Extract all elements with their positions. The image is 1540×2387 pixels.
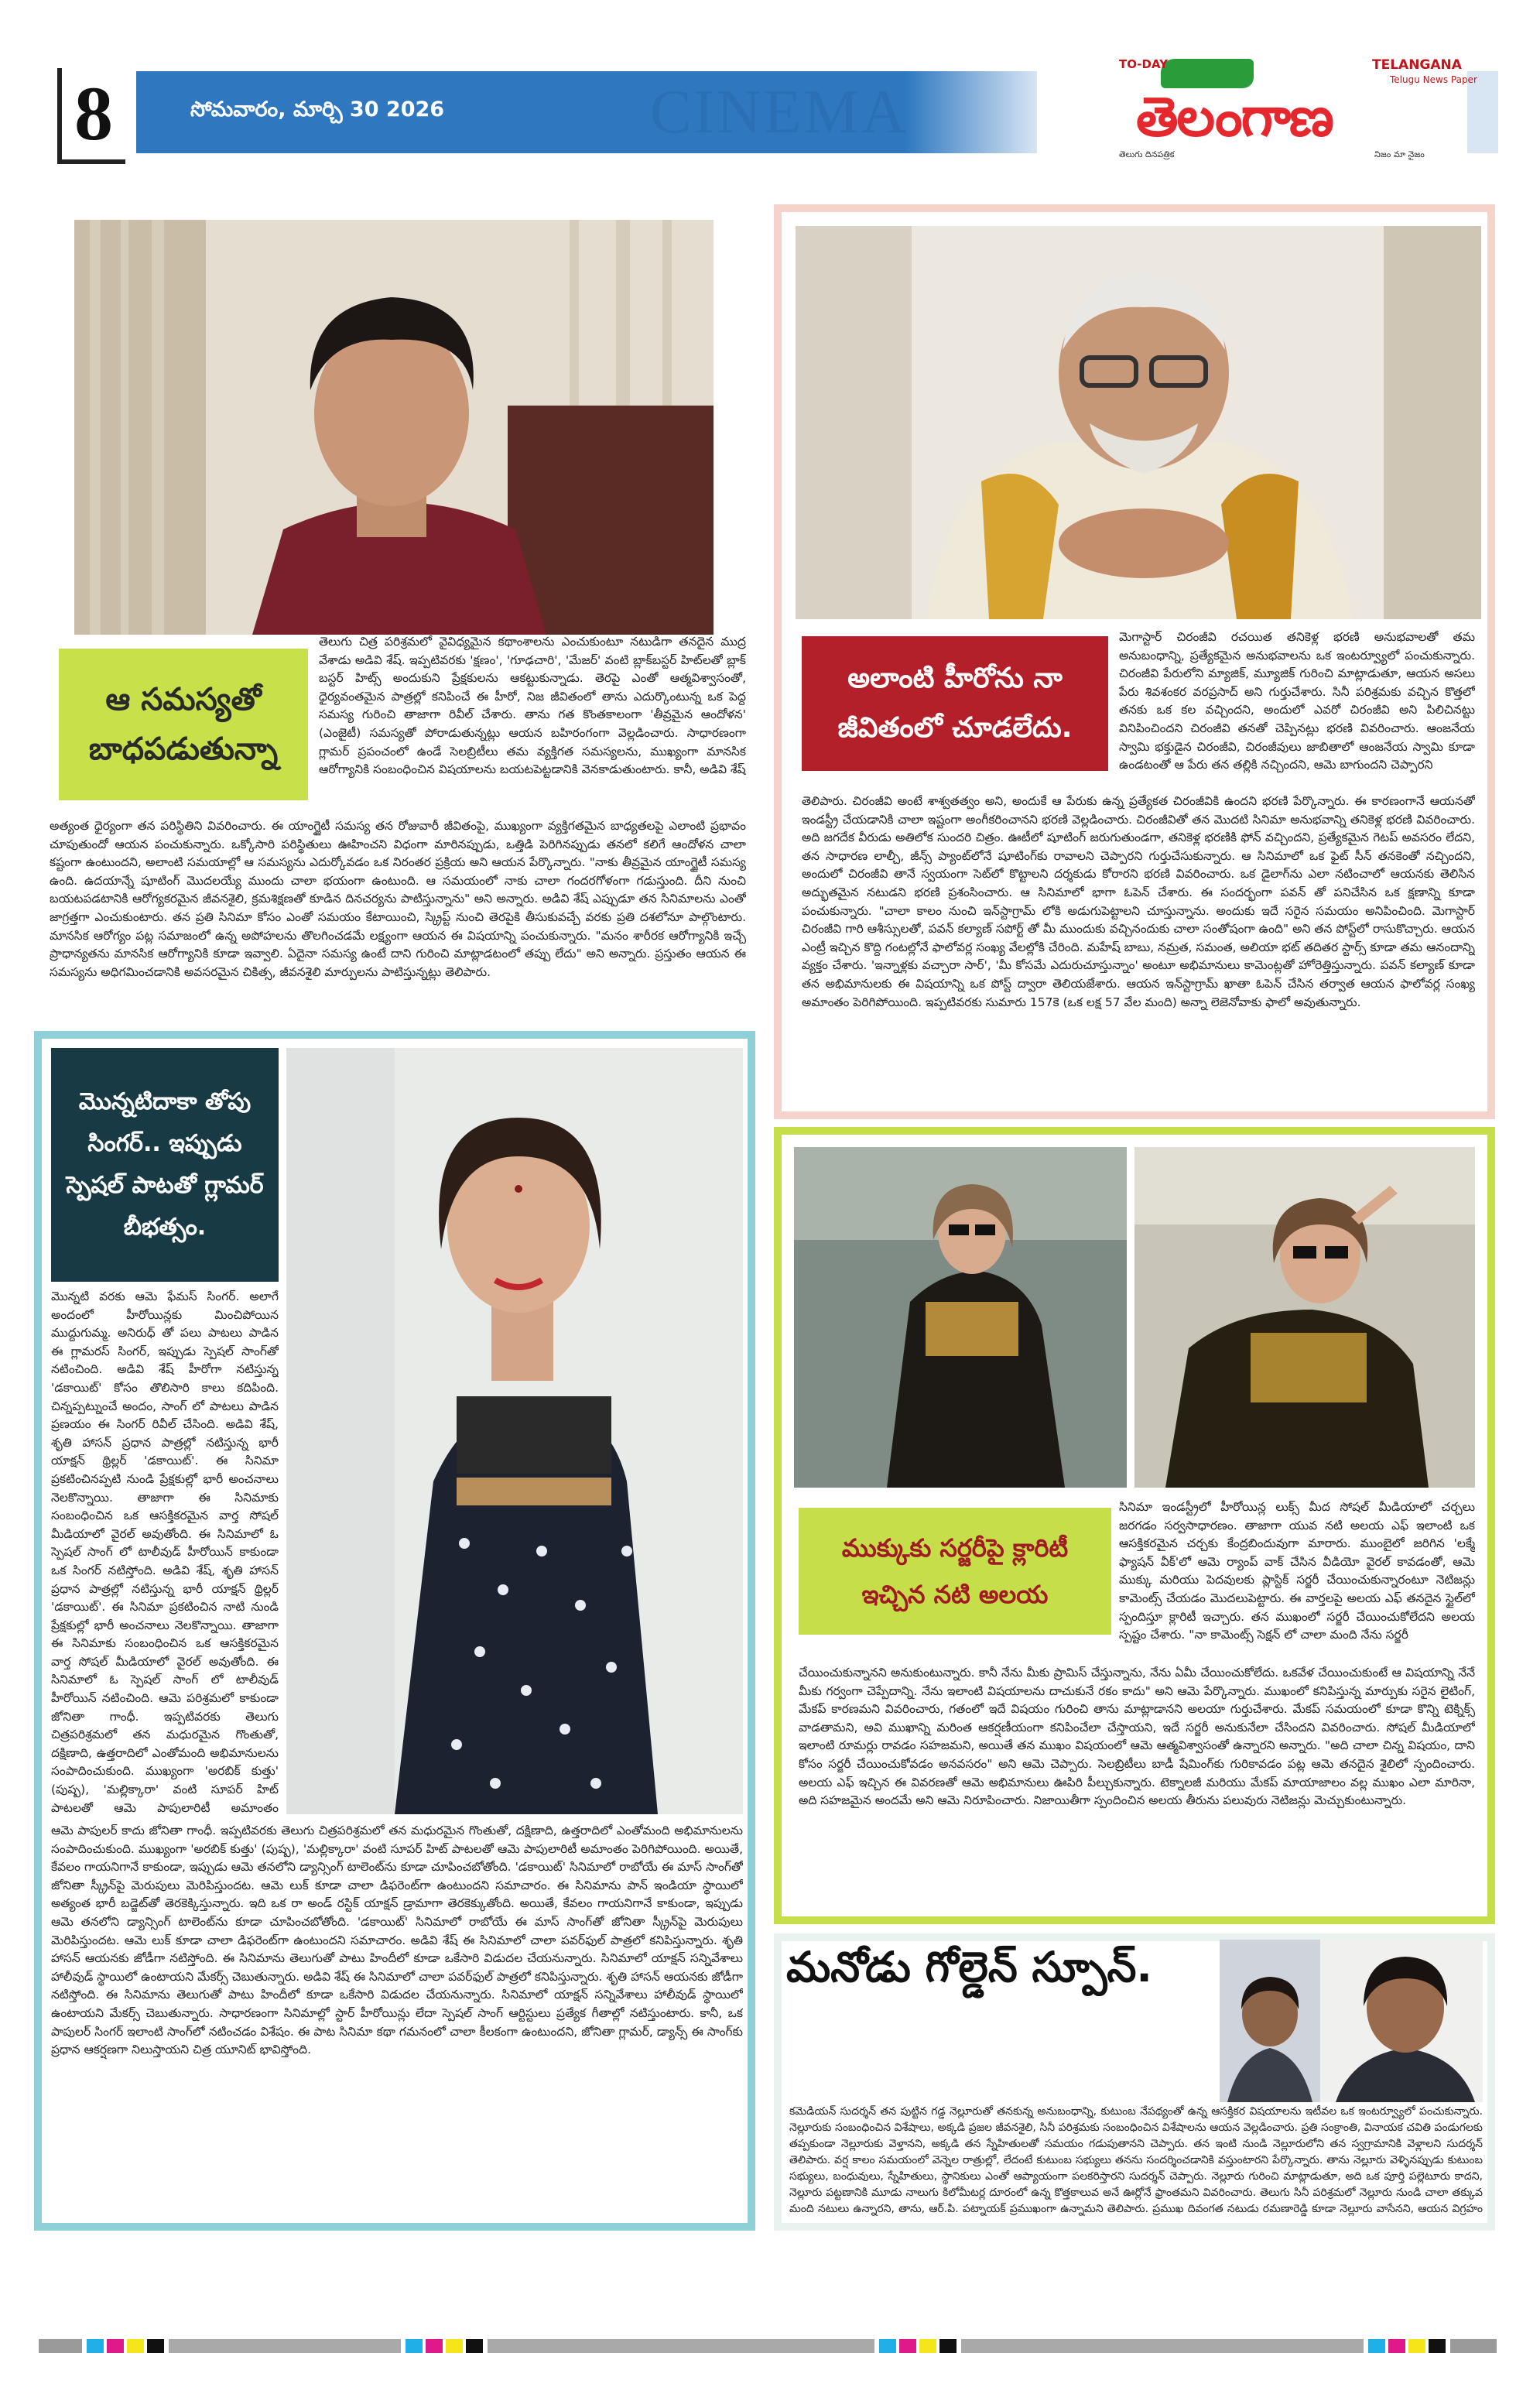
logo-tagline-left: తెలుగు దినపత్రిక bbox=[1119, 149, 1175, 159]
strip-cyan2 bbox=[406, 2339, 423, 2353]
strip-yellow2 bbox=[446, 2339, 463, 2353]
strip-grey bbox=[39, 2339, 82, 2353]
article4-intro: సినిమా ఇండస్ట్రీలో హీరోయిన్ల లుక్స్ మీద సోషల్ మీడియాలో చర్చలు జరగడం సర్వసాధారణం. తాజాగా యువ నటి అలయ ఎఫ్ ఇలాంటి ఒక ఆసక్తికరమైన చర్చకు కేంద్రబిందువుగా మారారు. ముంబైలో జరిగిన 'లక్మే ఫ్యాషన్ వీక్'లో ఆమె ర్యాంప్ వాక్ చేసిన వీడియో వైరల్ కావడంతో, ఆమె ముక్కు మరియు పెదవులకు ప్లాస్టిక్ సర్జరీ చేయించుకున్నారంటూ నెటిజన్లు కామెంట్స్ చేయడం మొదలుపెట్టారు. ఈ వార్తలపై అలయ ఎఫ్ తనదైన స్టైల్‌లో స్పందిస్తూ క్లారిటీ ఇచ్చారు. తన ముఖంలో సర్జరీ చేయించుకోలేదని అలయ స్పష్టం చేశారు. "నా కామెంట్స్ సెక్షన్ లో చాలా మంది నేను సర్జరీ bbox=[1119, 1500, 1475, 1642]
article2-headline-box bbox=[802, 636, 1108, 771]
article3-body: ఆమె పాపులర్ కాదు జోనితా గాంధీ. ఇప్పటివరకు తెలుగు చిత్రపరిశ్రమలో తన మధురమైన గొంతుతో, దక్షిణాది, ఉత్తరాదిలో ఎంతోమంది అభిమానులను సంపాదించుకుంది. ముఖ్యంగా 'అరబిక్ కుత్తు' (పుష్ప), 'మల్లిక్కారా' వంటి సూపర్ హిట్ పాటలతో ఆమె పాపులారిటీ అమాంతం పెరిగిపోయింది. అయితే, కేవలం గాయనిగానే కాకుండా, ఇప్పుడు ఆమె తనలోని డ్యాన్సింగ్ టాలెంట్‌ను కూడా చూపించబోతోంది. 'డకాయిట్' సినిమాలో రాబోయే ఈ మాస్ సాంగ్‌తో జోనితా స్క్రీన్‌పై మెరుపులు మెరిపిస్తుందట. ఆమె లుక్ కూడా చాలా డిఫరెంట్‌గా ఉంటుందని సమాచారం. ఈ సినిమాను పాన్ ఇండియా స్థాయిలో అత్యంత భారీ బడ్జెట్‌తో తెరకెక్కిస్తున్నారు. ఇది ఒక రా అండ్ రస్టిక్ యాక్షన్ డ్రామాగా తెరకెక్కుతోంది. అయితే, కేవలం గాయనిగానే కాకుండా, ఇప్పుడు ఆమె తనలోని డ్యాన్సింగ్ టాలెంట్‌ను కూడా చూపించబోతోంది. 'డకాయిట్' సినిమాలో రాబోయే ఈ మాస్ సాంగ్‌తో జోనితా స్క్రీన్‌పై మెరుపులు మెరిపిస్తుందట. ఆమె లుక్ కూడా చాలా డిఫరెంట్‌గా ఉంటుందని సమాచారం. అడివి శేష్ ఈ సినిమాలో చాలా పవర్‌ఫుల్ పాత్రలో కనిపిస్తున్నారు. శృతి హాసన్ ఆయనకు జోడీగా నటిస్తోంది. ఈ సినిమాను తెలుగుతో పాటు హిందీలో కూడా ఒకేసారి విడుదల చేయనున్నారు. సినిమాలో యాక్షన్ సన్నివేశాలు హాలీవుడ్ స్థాయిలో ఉంటాయని మేకర్స్ చెబుతున్నారు. అడివి శేష్ ఈ సినిమాలో చాలా పవర్‌ఫుల్ పాత్రలో కనిపిస్తున్నారు. శృతి హాసన్ ఆయనకు జోడీగా నటిస్తోంది. ఈ సినిమాను తెలుగుతో పాటు హిందీలో కూడా ఒకేసారి విడుదల చేయనున్నారు. సినిమాలో యాక్షన్ సన్నివేశాలు హాలీవుడ్ స్థాయిలో ఉంటాయని మేకర్స్ చెబుతున్నారు. సాధారణంగా సినిమాల్లో స్టార్ హీరోయిన్లు లేదా స్పెషల్ సాంగ్ ఆర్టిస్టులు ప్రత్యేక గీతాల్లో నటిస్తుంటారు. కానీ, ఒక పాపులర్ సింగర్ ఇలాంటి సాంగ్‌లో నటించడం విశేషం. ఈ పాట సినిమా కథా గమనంలో చాలా కీలకంగా ఉంటుందని, జోనితా గ్లామర్, డ్యాన్స్ ఈ సాంగ్‌కు ప్రధాన ఆకర్షణగా నిలుస్తాయని చిత్ర యూనిట్ భావిస్తోంది. bbox=[51, 1824, 743, 2057]
logo-wordmark: తెలంగాణ bbox=[1136, 85, 1333, 149]
page-number: 8 bbox=[57, 68, 125, 164]
article1-body: అత్యంత ధైర్యంగా తన పరిస్థితిని వివరించారు. ఈ యాంగ్జైటీ సమస్య తన రోజువారీ జీవితంపై, ముఖ్యంగా వ్యక్తిగతమైన బాధ్యతలపై ఎలాంటి ప్రభావం చూపుతుందో ఆయన పంచుకున్నారు. ఒక్కోసారి పరిస్థితులు ఊహించని విధంగా మారినప్పుడు, ఒత్తిడి పెరిగినప్పుడు తనలో కలిగే ఆందోళన చాలా కష్టంగా ఉంటుందని, అలాంటి సమయాల్లో ఆ సమస్యను ఎదుర్కోవడం ఒక నిరంతర ప్రక్రియ అని ఆయన పేర్కొన్నారు. "నాకు తీవ్రమైన యాంగ్జైటీ సమస్య ఉంది. ఉదయాన్నే షూటింగ్ మొదలయ్యే ముందు చాలా భయంగా ఉంటుంది. ఆ సమయంలో నాకు చాలా గందరగోళంగా గడుస్తుంది. దీని నుంచి బయటపడటానికి ఆరోగ్యకరమైన జీవనశైలి, క్రమశిక్షణతో కూడిన దినచర్యను పాటిస్తున్నాను" అని అన్నారు. అడివి శేష్ ఎప్పుడూ తన సినిమాలను ఎంతో జాగ్రత్తగా ఎంచుకుంటారు. తన ప్రతి సినిమా కోసం ఎంతో సమయం కేటాయించి, స్క్రిప్ట్ నుంచి తెరపైకి తీసుకువచ్చే వరకు ప్రతి దశలోనూ పాల్గొంటారు. మానసిక ఆరోగ్యం పట్ల సమాజంలో ఉన్న అపోహలను తొలగించడమే లక్ష్యంగా ఆయన ఈ విషయాన్ని పంచుకున్నారు. "మనం శారీరక ఆరోగ్యానికి ఇచ్చే ప్రాధాన్యతను మానసిక ఆరోగ్యానికి కూడా ఇవ్వాలి. ఏదైనా సమస్య ఉంటే దాని గురించి మాట్లాడటంలో తప్పు లేదు" అని అన్నారు. ప్రస్తుతం ఆయన ఈ సమస్యను అధిగమించడానికి అవసరమైన చికిత్స, జీవనశైలి మార్పులను పాటిస్తున్నట్లు తెలిపారు. bbox=[50, 819, 746, 979]
article4-headline: ముక్కుకు సర్జరీపై క్లారిటీ ఇచ్చిన నటి అలయ bbox=[841, 1533, 1069, 1609]
actress-photo-left bbox=[794, 1147, 1127, 1488]
article1-intro: తెలుగు చిత్ర పరిశ్రమలో వైవిధ్యమైన కథాంశాలను ఎంచుకుంటూ నటుడిగా తనదైన ముద్ర వేశాడు అడివి శేష్. ఇప్పటివరకు 'క్షణం', 'గూఢచారి', 'మేజర్' వంటి బ్లాక్‌బస్టర్ హిట్‌లతో బ్లాక్ బస్టర్ హిట్స్ అందుకుని ప్రేక్షకులను ఆకట్టుకున్నాడు. తెరపై ఎంతో ఆత్మవిశ్వాసంతో, ధైర్యవంతమైన పాత్రల్లో కనిపించే ఈ హీరో, నిజ జీవితంలో తాను ఎదుర్కొంటున్న ఒక పెద్ద సమస్య గురించి తాజాగా రివీల్ చేశారు. తాను గత కొంతకాలంగా 'తీవ్రమైన ఆందోళన' (ఎంజైటీ) సమస్యతో పోరాడుతున్నట్లు ఆయన బహిరంగంగా వెల్లడించారు. సాధారణంగా గ్లామర్ ప్రపంచంలో ఉండే సెలబ్రిటీలు తమ వ్యక్తిగత సమస్యలను, ముఖ్యంగా మానసిక ఆరోగ్యానికి సంబంధించిన విషయాలను బయటపెట్టడానికి వెనకాడుతుంటారు. కానీ, అడివి శేష్ bbox=[319, 635, 746, 777]
article5-headline: మనోడు గోల్డెన్ స్పూన్. bbox=[786, 1943, 1152, 1991]
writer-photo bbox=[796, 226, 1481, 619]
strip-black3 bbox=[939, 2339, 957, 2353]
logo-subtitle: Telugu News Paper bbox=[1390, 74, 1477, 85]
strip-grey5 bbox=[1450, 2339, 1497, 2353]
strip-magenta bbox=[107, 2339, 124, 2353]
article4-body: చేయించుకున్నానని అనుకుంటున్నారు. కానీ నేను మీకు ప్రామిస్ చేస్తున్నాను, నేను ఏమీ చేయించుకోలేదు. ఒకవేళ చేయించుకుంటే ఆ విషయాన్ని నేనే మీకు గర్వంగా చెప్పేదాన్ని. నేను ఇలాంటి విషయాలను దాచుకునే రకం కాదు" అని ఆమె పేర్కొన్నారు. ముఖంలో కనిపిస్తున్న మార్పుకు సరైన లైటింగ్, మేకప్ కారణమని వివరించారు, గతంలో ఇదే విషయం గురించి తాను మాట్లాడానని అలయా గుర్తుచేశారు. మేకప్ సమయంలో కూడా కొన్ని టెక్నిక్స్ వాడతామని, అవి ముఖాన్ని మరింత ఆకర్షణీయంగా కనిపించేలా చేస్తాయని, ఇదే సర్జరీ అనుకునేలా చేసిందని వివరించారు. సోషల్ మీడియాలో ఇలాంటి రూమర్లు రావడం సహజమని, అయితే తన ముఖం విషయంలో ఆమె ఆత్మవిశ్వాసంతో ఉన్నారని అన్నారు. "అది చాలా చిన్న విషయం, దాని కోసం సర్జరీ చేయించుకోవడం అనవసరం" అని ఆమె చెప్పారు. సెలబ్రిటీలు బాడీ షేమింగ్‌కు గురికావడం పట్ల ఆమె తనదైన శైలిలో స్పందించారు. అలయ ఎఫ్ ఇచ్చిన ఈ వివరణతో ఆమె అభిమానులు ఊపిరి పీల్చుకున్నారు. టెక్నాలజీ మరియు మేకప్ మాయాజాలం వల్ల ముఖం ఎలా మారినా, అది సహజమైన అందమే అని ఆమె నిరూపించారు. నిజాయితీగా స్పందించిన అలయ తీరును పలువురు నెటిజన్లు మెచ్చుకుంటున్నారు. bbox=[799, 1666, 1475, 1808]
strip-black2 bbox=[466, 2339, 483, 2353]
logo-tagline-right: నిజం మా నైజం bbox=[1374, 149, 1425, 159]
strip-black4 bbox=[1429, 2339, 1446, 2353]
strip-yellow3 bbox=[919, 2339, 936, 2353]
article1-headline-box bbox=[59, 649, 308, 800]
strip-grey4 bbox=[961, 2339, 1364, 2353]
article2-headline: అలాంటి హీరోను నా జీవితంలో చూడలేదు. bbox=[837, 663, 1073, 744]
strip-grey2 bbox=[169, 2339, 401, 2353]
article3-left-column: మొన్నటి వరకు ఆమె ఫేమస్ సింగర్. అలాగే అందంలో హీరోయిన్లకు మించిపోయిన ముద్దుగుమ్మ. అనిరుధ్ తో పలు పాటలు పాడిన ఈ గ్లామరస్ సింగర్, ఇప్పుడు స్పెషల్ సాంగ్‌తో నటించింది. అడివి శేష్ హీరోగా నటిస్తున్న 'డకాయిట్' కోసం తొలిసారి కాలు కదిపింది. చిన్నప్పట్నుంచే అందం, సాంగ్ లో పాటలు పాడిన ప్రణయం ఈ సింగర్ రివీల్ చేసింది. అడివి శేష్, శృతి హాసన్ ప్రధాన పాత్రల్లో నటిస్తున్న భారీ యాక్షన్ థ్రిల్లర్ 'డకాయిట్'. ఈ సినిమా ప్రకటించినప్పటి నుండి ప్రేక్షకుల్లో భారీ అంచనాలు నెలకొన్నాయి. తాజాగా ఈ సినిమాకు సంబంధించిన ఒక ఆసక్తికరమైన వార్త సోషల్ మీడియాలో వైరల్ అవుతోంది. ఈ సినిమాలో ఓ స్పెషల్ సాంగ్ లో టాలీవుడ్ హీరోయిన్ కాకుండా ఒక సింగర్ నటిస్తోంది. అడివి శేష్, శృతి హాసన్ ప్రధాన పాత్రల్లో నటిస్తున్న భారీ యాక్షన్ థ్రిల్లర్ 'డకాయిట్'. ఈ సినిమా ప్రకటించిన నాటి నుండి ప్రేక్షకుల్లో భారీ అంచనాలు నెలకొన్నాయి. తాజాగా ఈ సినిమాకు సంబంధించిన ఒక ఆసక్తికరమైన వార్త సోషల్ మీడియాలో వైరల్ అవుతోంది. ఈ సినిమాలో ఓ స్పెషల్ సాంగ్ లో టాలీవుడ్ హీరోయిన్ నటించింది. ఆమె పరిశ్రమలో కాకుండా జోనితా గాంధీ. ఇప్పటివరకు తెలుగు చిత్రపరిశ్రమలో తన మధురమైన గొంతుతో, దక్షిణాది, ఉత్తరాదిలో ఎంతోమంది అభిమానులను సంపాదించుకుంది. ముఖ్యంగా 'అరబిక్ కుత్తు' (పుష్ప), 'మల్లిక్కారా' వంటి సూపర్ హిట్ పాటలతో ఆమె పాపులారిటీ అమాంతం bbox=[51, 1289, 279, 1815]
strip-magenta4 bbox=[1388, 2339, 1405, 2353]
state-map-icon bbox=[1161, 59, 1254, 88]
article2-body: తెలిపారు. చిరంజీవి అంటే శాశ్వతత్వం అని, అందుకే ఆ పేరుకు ఉన్న ప్రత్యేకత చిరంజీవికి ఉందని భరణి పేర్కొన్నారు. ఈ కారణంగానే ఆయనతో ఇండస్ట్రీ చేయడానికి చాలా ఇష్టంగా అంగీకరించానని భరణి వెల్లడించారు. చిరంజీవితో తన మొదటి సినిమా అనుభవాన్ని తనికెళ్ల భరణి వివరించారు. అది జగదేక వీరుడు అతిలోక సుందరి చిత్రం. ఊటీలో షూటింగ్ జరుగుతుండగా, తనికెళ్ల భరణికి ఫోన్ వచ్చిందని, ప్రత్యేకమైన గెటప్ అవసరం లేదని, తన సాధారణ లాల్చీ, జీన్స్ ప్యాంట్‌లోనే షూటింగ్‌కు రావాలని చెప్పారని గుర్తుచేసుకున్నారు. ఆ సినిమాలో ఒక ఫైట్ సీన్ తనకెంతో నచ్చిందని, అందులో చిరంజీవి తానే స్వయంగా సెట్‌లో కొట్టాలని దర్శకుడు కోరారని భరణి వివరించారు. ఒక డైలాగ్‌ను ఎలా నటించాలో ఆయనకు తెలిసిన అద్భుతమైన నటుడని భరణి ప్రశంసించారు. ఆ సినిమాలో భాగా ఓపెన్ చేశారు. ఈ సందర్భంగా పవన్ తో పనిచేసిన ఒక క్షణాన్ని కూడా పంచుకున్నారు. "చాలా కాలం నుంచి ఇన్‌స్టాగ్రామ్ లోకి అడుగుపెట్టాలని చూస్తున్నాను. అందుకు ఇదే సరైన సమయం అనిపించింది. మెగాస్టార్ చిరంజీవి గారి ఆశీస్సులతో, పవన్ కల్యాణ్ సపోర్ట్ తో మీ ముందుకు వచ్చినందుకు చాలా సంతోషంగా ఉంది" అని తన పోస్ట్‌లో రాసుకొచ్చారు. ఆయన ఎంట్రీ ఇచ్చిన కొద్ది గంటల్లోనే ఫాలోవర్ల సంఖ్య వేలల్లోకి చేరింది. మహేష్ బాబు, నమ్రత, సమంత, అలియా భట్ తదితర స్టార్స్ కూడా తమ ఆనందాన్ని వ్యక్తం చేశారు. 'ఇన్నాళ్లకు వచ్చారా సార్', 'మీ కోసమే ఎదురుచూస్తున్నాం' అంటూ అభిమానులు కామెంట్లతో హోరెత్తిస్తున్నారు. పవన్ కల్యాణ్ కూడా తన అభిమానులకు ఈ విషయాన్ని ఒక పోస్ట్ ద్వారా తెలియజేశారు. ఆయన ఇన్‌స్టాగ్రామ్ ఖాతా ఓపెన్ చేసిన తర్వాత ఆయన ఫాలోవర్ల సంఖ్య అమాంతం పెరిగిపోయింది. ఇప్పటివరకు సుమారు 157కె (ఒక లక్ష 57 వేల మంది) అన్నా లెజెనోవాకు ఫాలో అవుతున్నారు. bbox=[802, 794, 1475, 1009]
strip-cyan4 bbox=[1368, 2339, 1385, 2353]
strip-grey3 bbox=[488, 2339, 874, 2353]
article3-headline-box bbox=[51, 1048, 279, 1282]
strip-cyan bbox=[87, 2339, 104, 2353]
article2-intro: మెగాస్టార్ చిరంజీవి రచయిత తనికెళ్ల భరణి అనుభవాలతో తమ అనుబంధాన్ని, ప్రత్యేకమైన అనుభవాలను ఒక ఇంటర్వ్యూలో పంచుకున్నారు. చిరంజీవి పేరులోని మ్యాజిక్, మ్యూజిక్ గురించి మాట్లాడుతూ, ఆయన అసలు పేరు శివశంకర వరప్రసాద్ అని గుర్తుచేశారు. సినీ పరిశ్రమకు వచ్చిన కొత్తలో తనకు ఒక కల వచ్చిందని, అందులో ఎవరో చిరంజీవి అని పిలిచినట్టు వినిపించిందని చిరంజీవి తనతో చెప్పినట్లు భరణి వివరించారు. ఆంజనేయ స్వామి భక్తుడైన చిరంజీవి, చిరంజీవులు జాబితాలో ఆంజనేయ స్వామి కూడా ఉండటంతో ఆ పేరు తన తల్లికి నచ్చిందని, ఆమె బాగుందని చెప్పారని bbox=[1119, 630, 1475, 772]
strip-black bbox=[147, 2339, 164, 2353]
strip-magenta3 bbox=[899, 2339, 916, 2353]
logo-telangana: TELANGANA bbox=[1372, 57, 1462, 73]
article4-headline-box bbox=[799, 1508, 1111, 1635]
color-registration-strip bbox=[39, 2339, 1501, 2353]
section-title: CINEMA bbox=[650, 78, 909, 146]
strip-magenta2 bbox=[426, 2339, 443, 2353]
masthead-band-fade bbox=[905, 71, 1037, 153]
comedian-photo bbox=[1220, 1940, 1483, 2102]
article1-headline: ఆ సమస్యతో బాధపడుతున్నా bbox=[88, 682, 279, 767]
issue-date: సోమవారం, మార్చి 30 2026 bbox=[190, 98, 445, 122]
article5-body: కమెడియన్ సుదర్శన్ తన పుట్టిన గడ్డ నెల్లూరుతో తనకున్న అనుబంధాన్ని, కుటుంబ నేపథ్యంతో ఉన్న ఆసక్తికర విషయాలను ఇటీవల ఒక ఇంటర్వ్యూలో పంచుకున్నారు. నెల్లూరుకు సంబంధించిన విశేషాలు, అక్కడి ప్రజల జీవనశైలి, సినీ పరిశ్రమకు సంబంధించిన విశేషాలను ఆయన వెల్లడించారు. ప్రతి సంక్రాంతి, వినాయక చవితి పండుగలకు తప్పకుండా నెల్లూరుకు వెళ్తానని, అక్కడి తన స్నేహితులతో సమయం గడుపుతానని చెప్పారు. తన ఇంటి నుండి నెల్లూరులోని తన స్వగ్రామానికి వెళ్లాలని సుదర్శన్ తెలిపారు. వర్ష కాలం సమయంలో వెన్నెల రాత్రుల్లో, లేదంటే కుటుంబ సభ్యులు తనను సందర్శించడానికి వస్తుంటారని పేర్కొన్నారు. తాను నెల్లూరు వెళ్ళినప్పుడు కుటుంబ సభ్యులు, బంధువులు, స్నేహితులు, స్థానికులు ఎంతో ఆప్యాయంగా పలకరిస్తారని సుదర్శన్ చెప్పారు. నెల్లూరు గురించి మాట్లాడుతూ, అది ఒక పూర్తి పల్లెటూరు కాదని, నెల్లూరు పట్టణానికి మూడు నాలుగు కిలోమీటర్ల దూరంలో ఉన్న కొత్తకాలువ అనే ఊర్లోనే ఫ్రాంతమని వివరించారు. తెలుగు సినీ పరిశ్రమలో నెల్లూరు నుండి చాలా తక్కువ మంది నటులు ఉన్నారని, తాను, ఆర్.పి. పట్నాయక్ ప్రముఖంగా ఉన్నామని తెలిపారు. ప్రముఖ దివంగత నటుడు రమణారెడ్డి కూడా నెల్లూరు వాసేనని, ఆయన విగ్రహం bbox=[789, 2105, 1483, 2215]
actor-photo bbox=[74, 220, 714, 635]
logo-today: TO-DAY bbox=[1119, 57, 1168, 71]
singer-photo bbox=[286, 1048, 743, 1814]
actress-photo-right bbox=[1134, 1147, 1475, 1488]
article3-headline: మొన్నటిదాకా తోపు సింగర్.. ఇప్పుడు స్పెషల్ పాటతో గ్లామర్ బీభత్సం. bbox=[66, 1088, 264, 1241]
strip-yellow bbox=[127, 2339, 144, 2353]
strip-cyan3 bbox=[879, 2339, 896, 2353]
strip-yellow4 bbox=[1408, 2339, 1425, 2353]
